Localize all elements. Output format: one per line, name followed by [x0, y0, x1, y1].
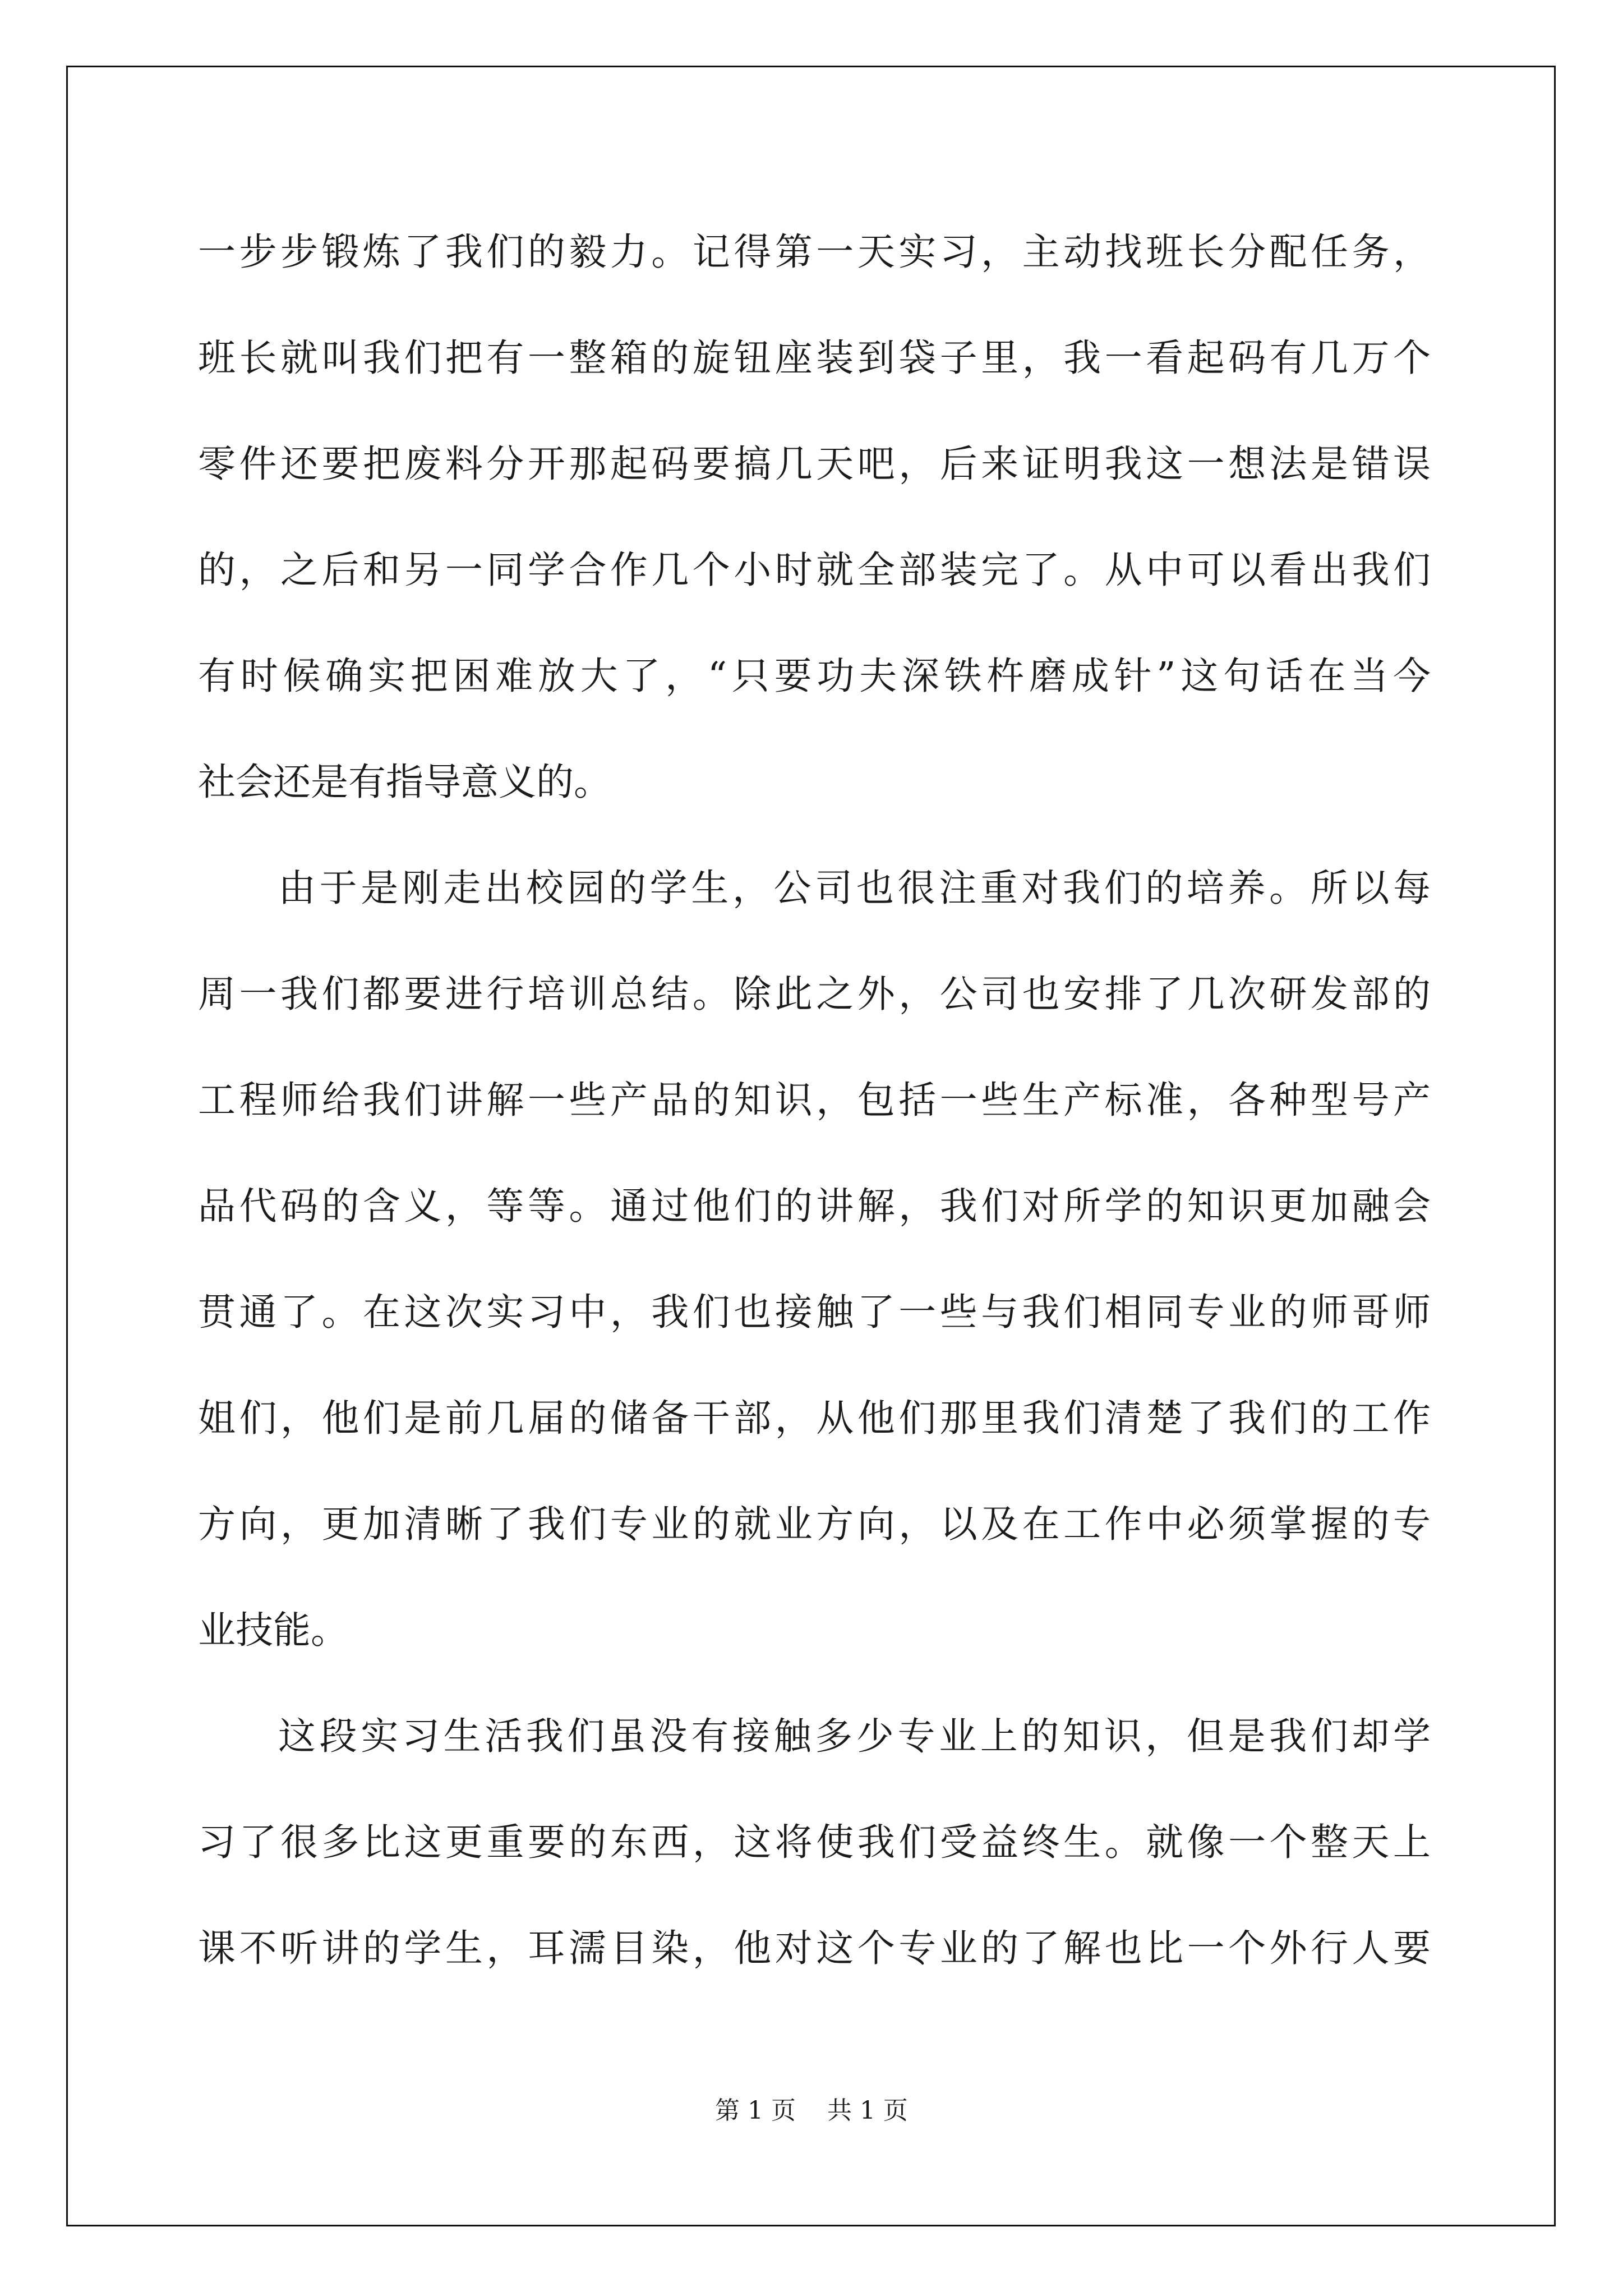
text-line: 业技能。 [198, 1608, 348, 1652]
text-line: 有时候确实把困难放大了，“只要功夫深铁杵磨成针”这句话在当今 [198, 654, 1431, 698]
text-line: 课不听讲的学生，耳濡目染，他对这个专业的了解也比一个外行人要 [198, 1926, 1431, 1970]
paragraph-first-line: 这段实习生活我们虽没有接触多少专业上的知识，但是我们却学 [278, 1714, 1431, 1758]
text-line: 周一我们都要进行培训总结。除此之外，公司也安排了几次研发部的 [198, 972, 1431, 1016]
page-number-footer: 第 1 页 共 1 页 [715, 2096, 908, 2125]
text-line: 品代码的含义，等等。通过他们的讲解，我们对所学的知识更加融会 [198, 1184, 1431, 1228]
text-line: 一步步锻炼了我们的毅力。记得第一天实习，主动找班长分配任务， [198, 230, 1431, 274]
text-line: 贯通了。在这次实习中，我们也接触了一些与我们相同专业的师哥师 [198, 1290, 1431, 1334]
document-body [198, 199, 1431, 2001]
paragraph-first-line: 由于是刚走出校园的学生，公司也很注重对我们的培养。所以每 [278, 866, 1431, 910]
text-line: 社会还是有指导意义的。 [198, 760, 611, 804]
text-line: 姐们，他们是前几届的储备干部，从他们那里我们清楚了我们的工作 [198, 1396, 1431, 1440]
text-line: 的，之后和另一同学合作几个小时就全部装完了。从中可以看出我们 [198, 548, 1431, 592]
text-line: 工程师给我们讲解一些产品的知识，包括一些生产标准，各种型号产 [198, 1078, 1431, 1122]
text-line: 班长就叫我们把有一整箱的旋钮座装到袋子里，我一看起码有几万个 [198, 336, 1431, 380]
text-line: 方向，更加清晰了我们专业的就业方向，以及在工作中必须掌握的专 [198, 1502, 1431, 1546]
text-line: 零件还要把废料分开那起码要搞几天吧，后来证明我这一想法是错误 [198, 442, 1431, 486]
text-line: 习了很多比这更重要的东西，这将使我们受益终生。就像一个整天上 [198, 1820, 1431, 1864]
